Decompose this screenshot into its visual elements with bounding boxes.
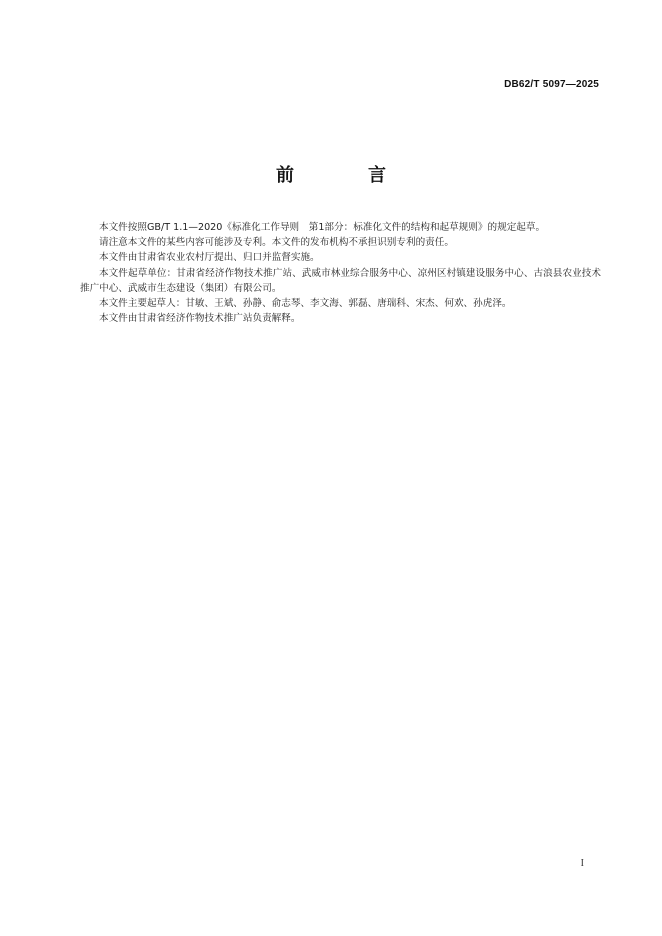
document-code: DB62/T 5097—2025 (504, 79, 599, 90)
paragraph-interpretation: 本文件由甘肃省经济作物技术推广站负责解释。 (99, 313, 301, 325)
paragraph-patent-notice: 请注意本文件的某些内容可能涉及专利。本文件的发布机构不承担识别专利的责任。 (99, 237, 454, 249)
paragraph-drafting-units: 本文件起草单位：甘肃省经济作物技术推广站、武威市林业综合服务中心、凉州区村镇建设服务中心、古浪县农业技术推广中心、武威市生态建设（集团）有限公司。 (80, 267, 601, 294)
paragraph-drafting-rules: 本文件按照GB/T 1.1—2020《标准化工作导则 第1部分：标准化文件的结构和起草规则》的规定起草。 (99, 222, 546, 233)
page-title: 前 言 (276, 165, 414, 186)
foreword-body (80, 220, 601, 326)
paragraph-drafters: 本文件主要起草人：甘敏、王斌、孙静、俞志琴、李文海、郭磊、唐瑞科、宋杰、何欢、孙虎泽。 (99, 298, 512, 310)
page-number: I (580, 858, 584, 869)
paragraph-proposer: 本文件由甘肃省农业农村厅提出、归口并监督实施。 (99, 252, 320, 264)
